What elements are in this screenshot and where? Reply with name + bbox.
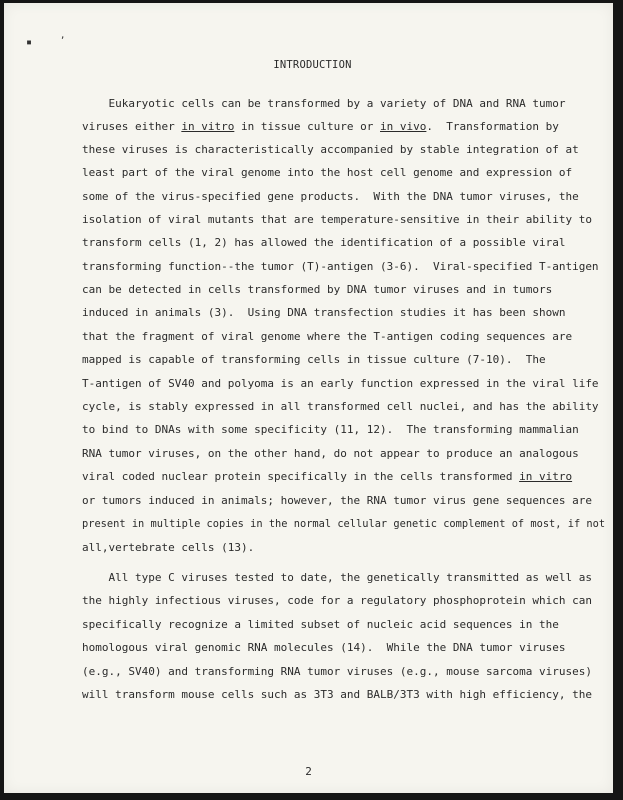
section-heading: INTRODUCTION [273,59,352,71]
text-line: transforming function--the tumor (T)-antigen (3-6). Viral-specified T-antigen [82,260,599,273]
text-line: induced in animals (3). Using DNA transfection studies it has been shown [82,306,566,319]
text-line: present in multiple copies in the normal cellular genetic complement of most, if not [82,518,606,530]
text-line: cycle, is stably expressed in all transformed cell nuclei, and has the ability [82,400,599,413]
text-line: these viruses is characteristically accompanied by stable integration of at [82,143,579,156]
text-line: viruses either in vitro in tissue culture or in vivo. Transformation by [82,120,559,133]
text-line: T-antigen of SV40 and polyoma is an early function expressed in the viral life [82,377,599,390]
text-line: all,vertebrate cells (13). [82,541,255,554]
text-line: viral coded nuclear protein specifically in the cells transformed in vitro [82,470,573,483]
text-line: or tumors induced in animals; however, the RNA tumor virus gene sequences are [82,494,592,507]
underlined-term: in vivo [380,120,427,133]
text-line: All type C viruses tested to date, the genetically transmitted as well as [82,571,592,584]
text-line: will transform mouse cells such as 3T3 and BALB/3T3 with high efficiency, the [82,688,592,701]
text-line: to bind to DNAs with some specificity (11, 12). The transforming mammalian [82,423,579,436]
text-line: homologous viral genomic RNA molecules (14). While the DNA tumor viruses [82,641,566,654]
text-line: least part of the viral genome into the host cell genome and expression of [82,166,573,179]
text-line: that the fragment of viral genome where the T-antigen coding sequences are [82,330,573,343]
underlined-term: in vitro [519,470,573,483]
text-line: the highly infectious viruses, code for a regulatory phosphoprotein which can [82,594,592,607]
text-line: can be detected in cells transformed by DNA tumor viruses and in tumors [82,283,553,296]
text-line: Eukaryotic cells can be transformed by a variety of DNA and RNA tumor [82,97,566,110]
text-line: specifically recognize a limited subset of nucleic acid sequences in the [82,618,559,631]
text-line: some of the virus-specified gene products. With the DNA tumor viruses, the [82,190,579,203]
text-line: mapped is capable of transforming cells in tissue culture (7-10). The [82,353,546,366]
text-line: RNA tumor viruses, on the other hand, do not appear to produce an analogous [82,447,579,460]
text-line: transform cells (1, 2) has allowed the identification of a possible viral [82,236,566,249]
page-number: 2 [305,765,312,778]
underlined-term: in vitro [181,120,235,133]
text-line: (e.g., SV40) and transforming RNA tumor viruses (e.g., mouse sarcoma viruses) [82,665,592,678]
scan-speck-mark: , [60,31,66,41]
text-line: isolation of viral mutants that are temperature-sensitive in their ability to [82,213,592,226]
scan-speck-mark: ▪ [26,37,33,48]
paper-sheet [4,3,613,793]
